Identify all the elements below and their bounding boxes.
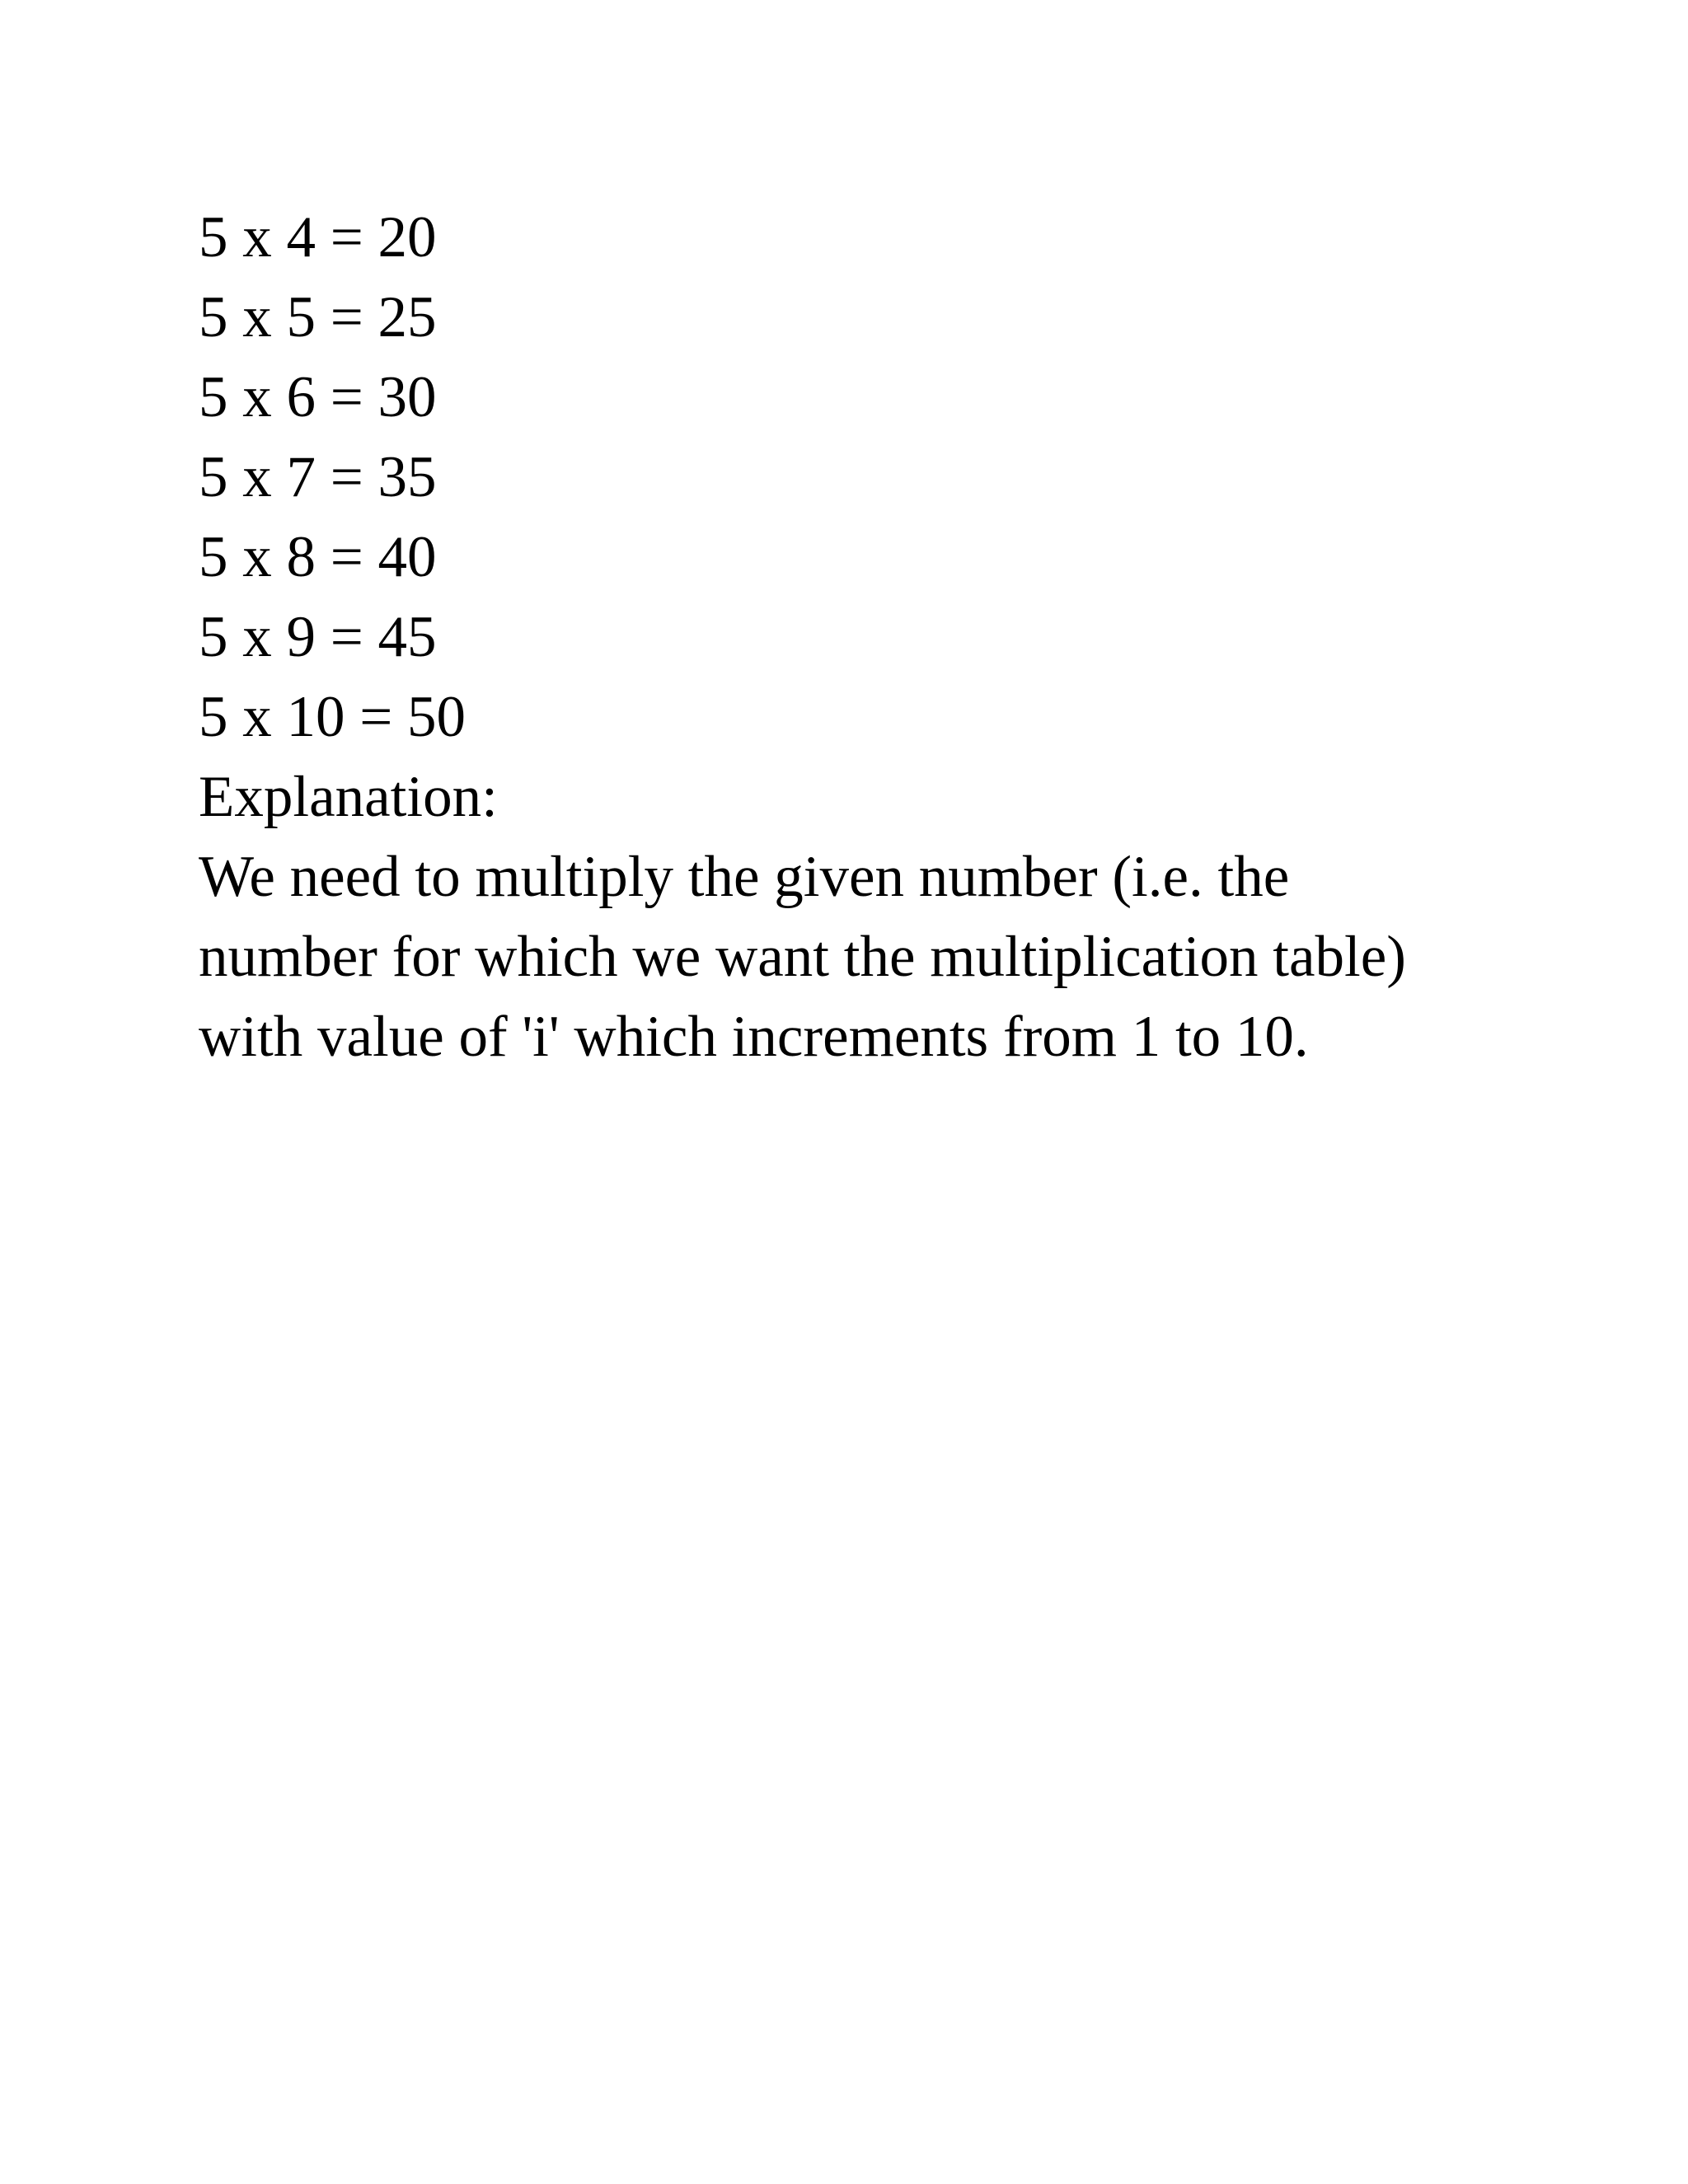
explanation-line-3: with value of 'i' which increments from 1 to 10. xyxy=(199,1005,1309,1069)
explanation-line-2: number for which we want the multiplication table) xyxy=(199,925,1406,989)
table-row-5x6: 5 x 6 = 30 xyxy=(199,365,437,429)
table-row-5x5: 5 x 5 = 25 xyxy=(199,285,437,349)
table-row-5x4: 5 x 4 = 20 xyxy=(199,205,437,269)
table-row-5x10: 5 x 10 = 50 xyxy=(199,685,467,749)
explanation-line-1: We need to multiply the given number (i.e. the xyxy=(199,845,1290,909)
table-row-5x7: 5 x 7 = 35 xyxy=(199,445,437,509)
document-body xyxy=(199,198,1484,1077)
explanation-heading: Explanation: xyxy=(199,765,498,829)
table-row-5x9: 5 x 9 = 45 xyxy=(199,605,437,669)
table-row-5x8: 5 x 8 = 40 xyxy=(199,525,437,589)
